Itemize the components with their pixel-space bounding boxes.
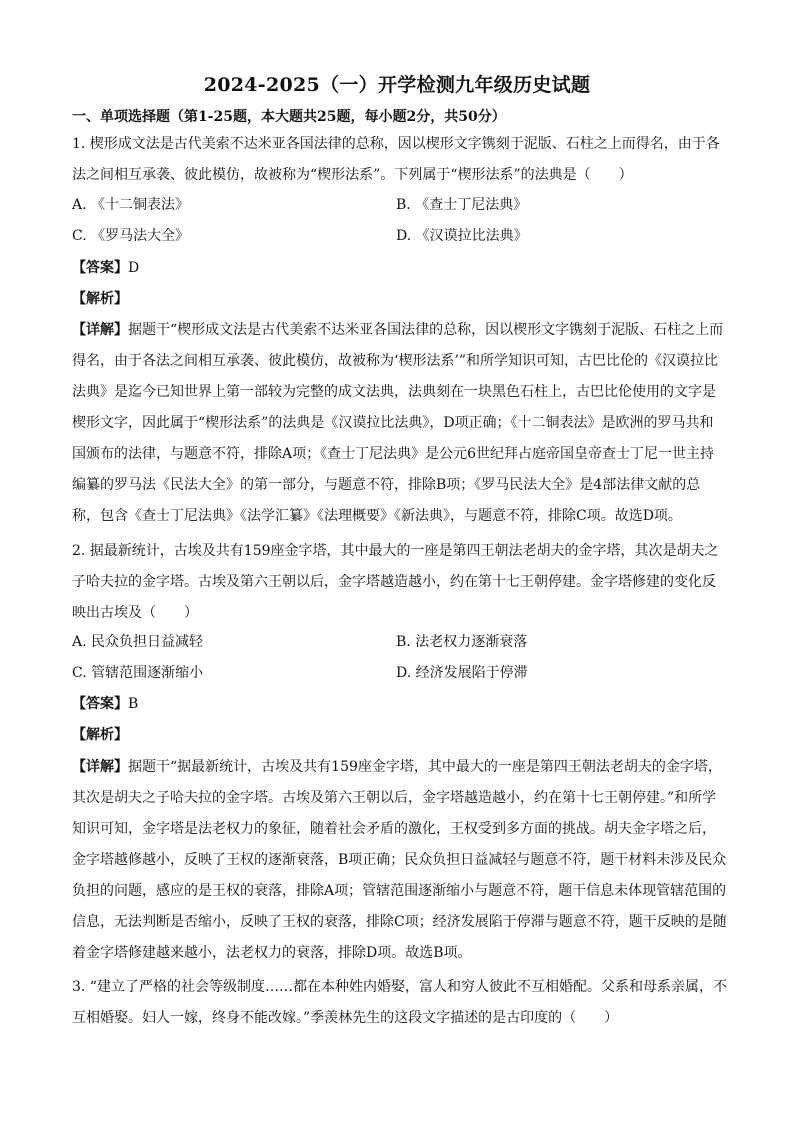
question-3-stem: 3. “建立了严格的社会等级制度……都在本种姓内婚娶，富人和穷人彼此不互相婚配。父系和母系亲属，不互相婚娶。妇人一嫁，终身不能改嫁。”季羡林先生的这段文字描述的是古印度的（ ） bbox=[72, 979, 727, 1026]
q1-answer bbox=[72, 258, 139, 278]
detail-label: 【详解】 bbox=[72, 322, 128, 338]
question-2-stem: 2. 据最新统计，古埃及共有159座金字塔，其中最大的一座是第四王朝法老胡夫的金字塔，其次是胡夫之子哈夫拉的金字塔。古埃及第六王朝以后，金字塔越造越小，约在第十七王朝停建。金字塔修建的变化反映出古埃及（ ） bbox=[72, 543, 719, 621]
q2-option-b: B. 法老权力逐渐衰落 bbox=[396, 634, 528, 650]
answer-label: 【答案】 bbox=[72, 696, 128, 712]
q1-answer-value: D bbox=[128, 260, 140, 276]
q2-answer-value: B bbox=[128, 696, 139, 712]
q2-option-a: A. 民众负担日益减轻 bbox=[72, 634, 204, 650]
answer-label: 【答案】 bbox=[72, 260, 128, 276]
q1-detail bbox=[72, 315, 727, 532]
q2-option-d: D. 经济发展陷于停滞 bbox=[396, 665, 528, 681]
q2-detail-text: 据题干“据最新统计，古埃及共有159座金字塔，其中最大的一座是第四王朝法老胡夫的金字塔，其次是胡夫之子哈夫拉的金字塔。古埃及第六王朝以后，金字塔越造越小，约在第十七王朝停建。”和所学知识可知，金字塔是法老权力的象征，随着社会矛盾的激化，王权受到多方面的挑战。胡夫金字塔之后，金字塔越修越小，反映了王权的逐渐衰落，B项正确；民众负担日益减轻与题意不符，题干材料未涉及民众负担的问题，感应的是王权的衰落，排除A项；管辖范围逐渐缩小与题意不符，题干信息未体现管辖范围的信息，无法判断是否缩小，反映了王权的衰落，排除C项；经济发展陷于停滞与题意不符，题干反映的是随着金字塔修建越来越小，法老权力的衰落，排除D项。故选B项。 bbox=[72, 759, 727, 961]
q1-option-a: A. 《十二铜表法》 bbox=[72, 197, 190, 213]
q2-answer bbox=[72, 694, 138, 714]
question-1-stem: 1. 楔形成文法是古代美索不达米亚各国法律的总称，因以楔形文字镌刻于泥版、石柱之上而得名，由于各法之间相互承袭、彼此模仿，故被称为“楔形法系”。下列属于“楔形法系”的法典是（ ） bbox=[72, 136, 720, 183]
q1-analysis-label: 【解析】 bbox=[72, 291, 128, 307]
section-heading: 一、单项选择题（第1-25题，本大题共25题，每小题2分，共50分） bbox=[72, 109, 506, 125]
q1-option-c: C. 《罗马法大全》 bbox=[72, 228, 190, 244]
q1-option-d: D. 《汉谟拉比法典》 bbox=[396, 228, 528, 244]
q1-option-b: B. 《查士丁尼法典》 bbox=[396, 197, 528, 213]
q2-detail bbox=[72, 752, 727, 969]
q1-detail-text: 据题干“楔形成文法是古代美索不达米亚各国法律的总称，因以楔形文字镌刻于泥版、石柱之上而得名，由于各法之间相互承袭、彼此模仿，故被称为‘楔形法系’”和所学知识可知，古巴比伦的《汉谟拉比法典》是迄今已知世界上第一部较为完整的成文法典，法典刻在一块黑色石柱上，古巴比伦使用的文字是楔形文字，因此属于“楔形法系”的法典是《汉谟拉比法典》，D项正确；《十二铜表法》是欧洲的罗马共和国颁布的法律，与题意不符，排除A项；《查士丁尼法典》是公元6世纪拜占庭帝国皇帝查士丁尼一世主持编纂的罗马法《民法大全》的第一部分，与题意不符，排除B项；《罗马民法大全》是4部法律文献的总称，包含《查士丁尼法典》《法学汇纂》《法理概要》《新法典》，与题意不符，排除C项。故选D项。 bbox=[72, 322, 724, 524]
page-title: 2024-2025（一）开学检测九年级历史试题 bbox=[203, 74, 591, 96]
q2-option-c: C. 管辖范围逐渐缩小 bbox=[72, 665, 204, 681]
detail-label: 【详解】 bbox=[72, 759, 128, 775]
q2-analysis-label: 【解析】 bbox=[72, 727, 128, 743]
